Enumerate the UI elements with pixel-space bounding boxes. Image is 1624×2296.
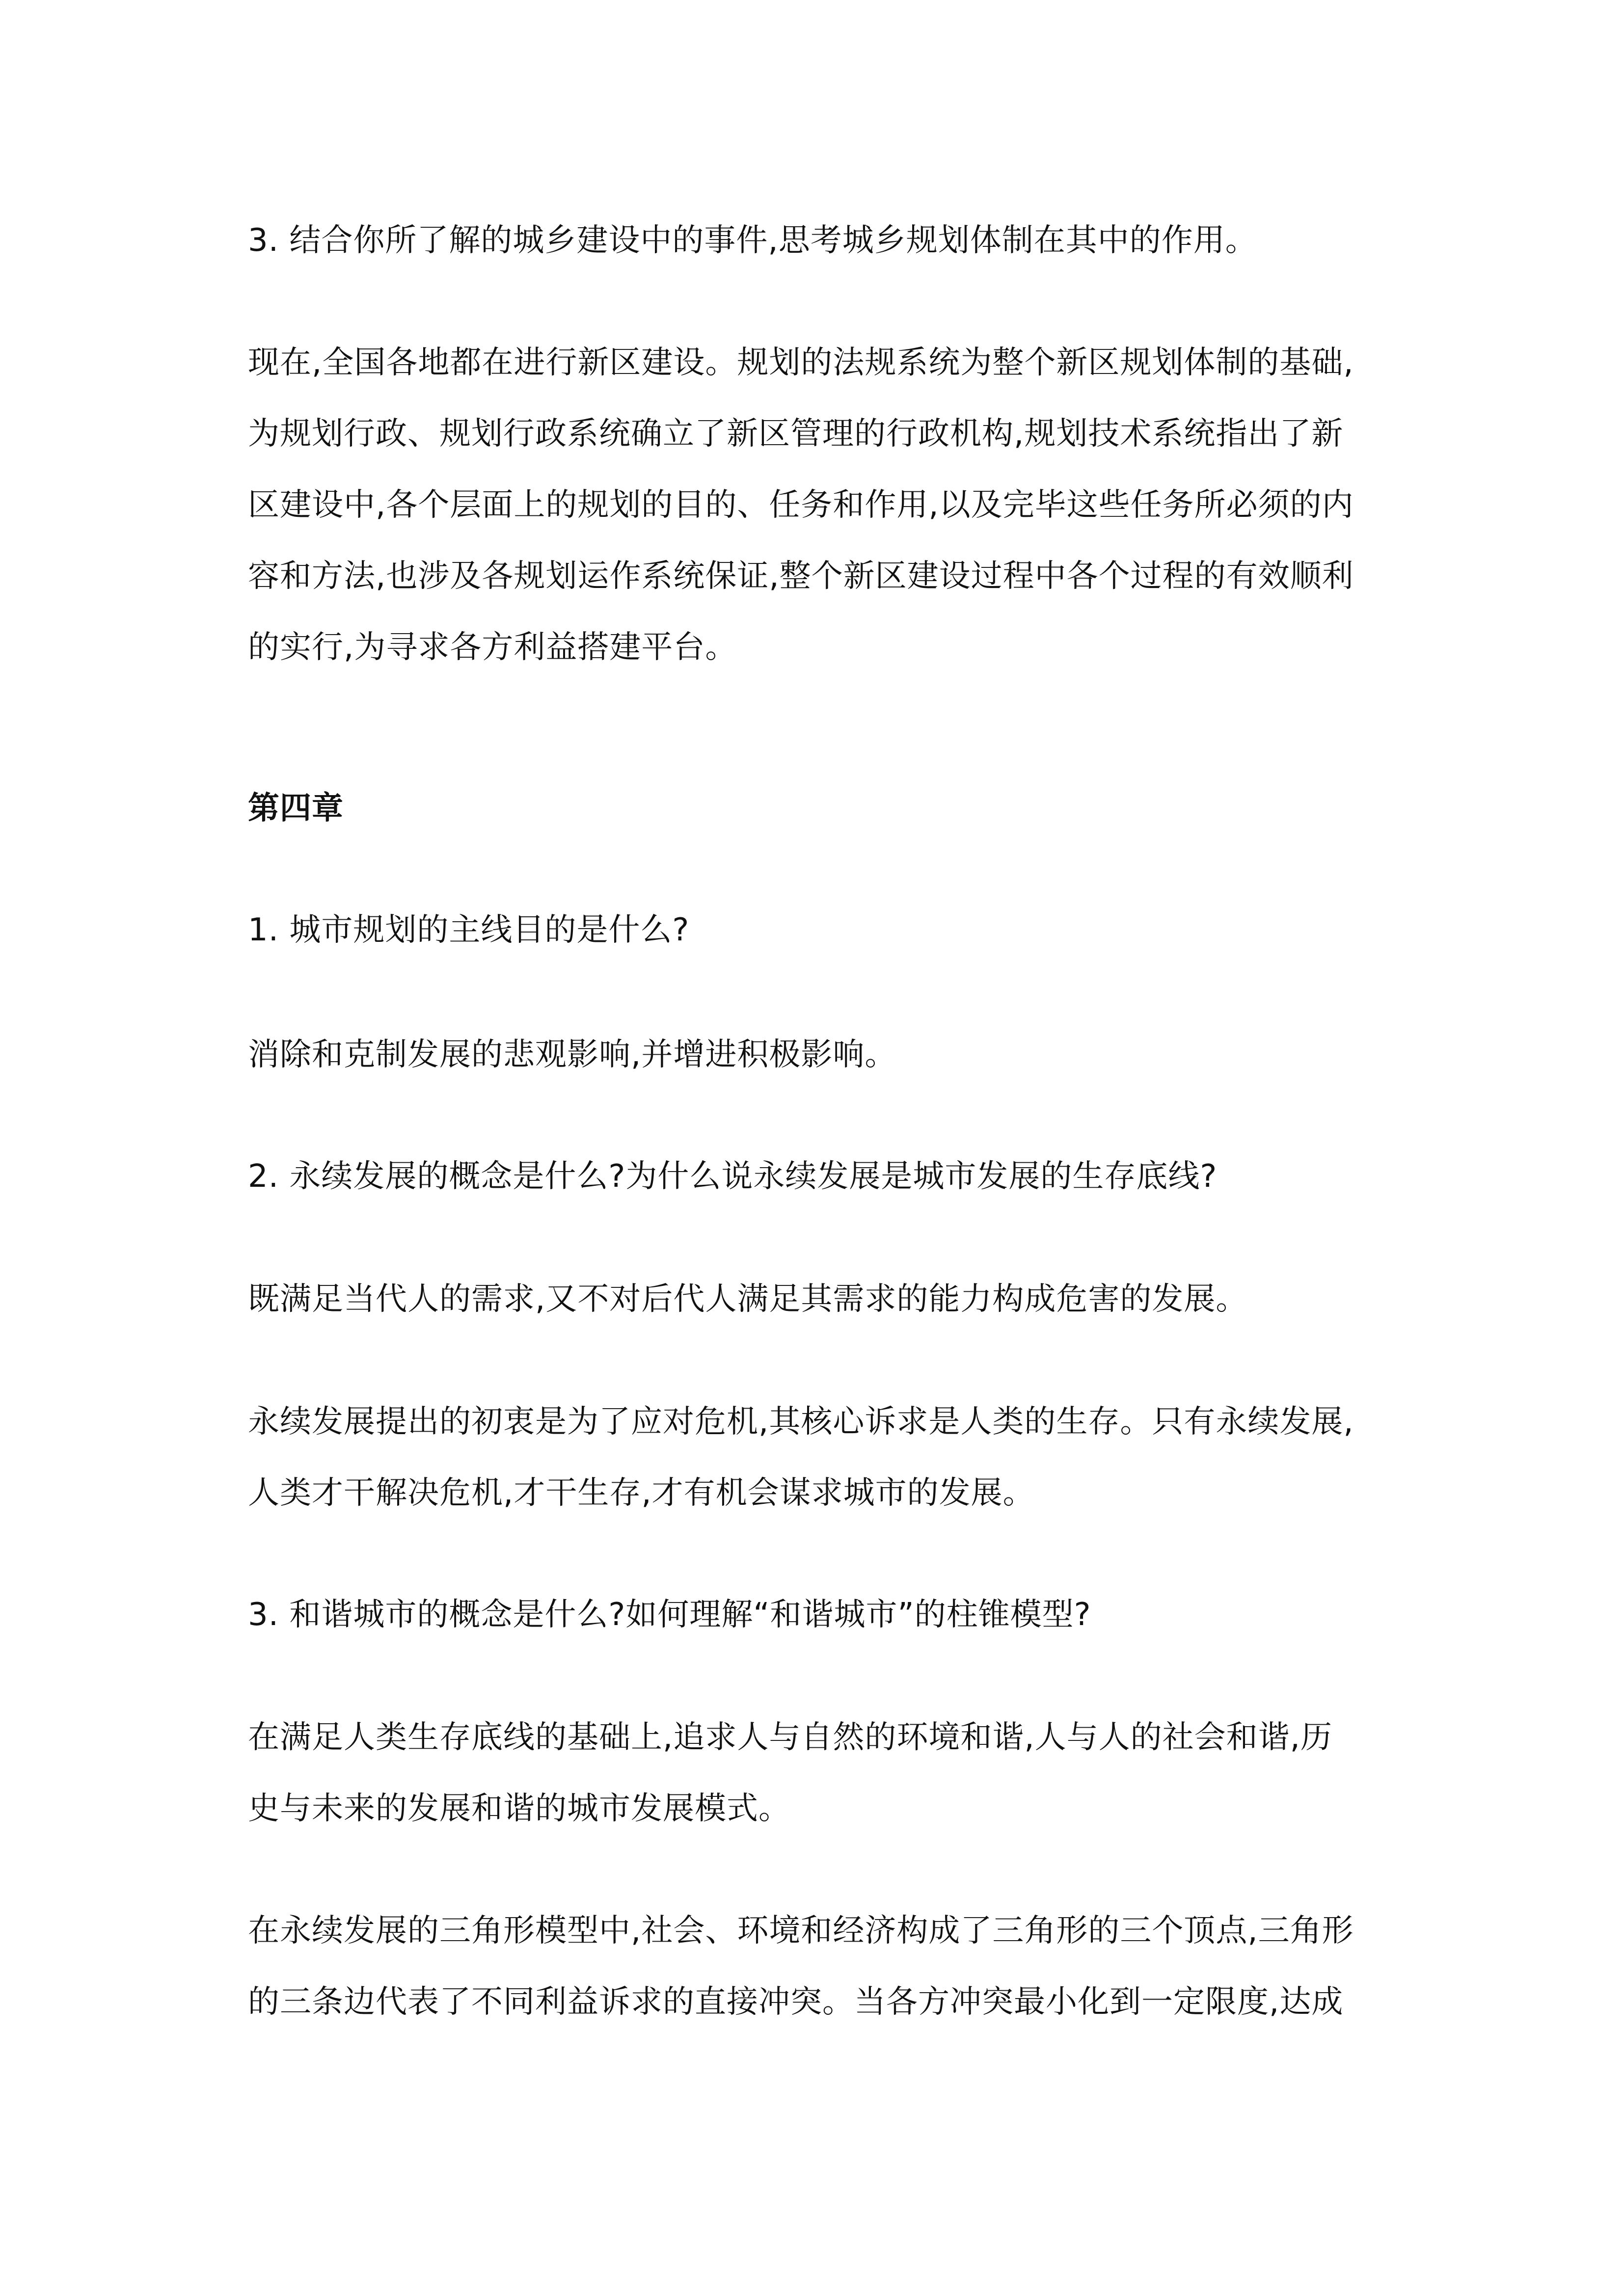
text-line: 永续发展提出的初衷是为了应对危机,其核心诉求是人类的生存。只有永续发展, — [248, 1404, 1354, 1440]
text-line: 消除和克制发展的悲观影响,并增进积极影响。 — [248, 1037, 897, 1073]
answer-3-model — [248, 1896, 1392, 2038]
text-line: 史与未来的发展和谐的城市发展模式。 — [248, 1790, 790, 1827]
question-3-chapter3 — [248, 205, 1392, 276]
text-line: 在永续发展的三角形模型中,社会、环境和经济构成了三角形的三个顶点,三角形 — [248, 1913, 1354, 1949]
text-line: 1. 城市规划的主线目的是什么? — [248, 912, 690, 948]
heading-text: 第四章 — [248, 790, 344, 827]
answer-2-definition — [248, 1264, 1392, 1335]
text-line: 3. 结合你所了解的城乡建设中的事件,思考城乡规划体制在其中的作用。 — [248, 222, 1257, 259]
question-3 — [248, 1579, 1392, 1651]
text-line: 3. 和谐城市的概念是什么?如何理解“和谐城市”的柱锥模型? — [248, 1597, 1091, 1633]
chapter-heading — [248, 773, 1392, 844]
answer-paragraph-new-district — [248, 327, 1392, 683]
text-line: 的实行,为寻求各方利益搭建平台。 — [248, 629, 737, 666]
answer-3-definition — [248, 1702, 1392, 1844]
text-line: 为规划行政、规划行政系统确立了新区管理的行政机构,规划技术系统指出了新 — [248, 416, 1344, 452]
text-line: 2. 永续发展的概念是什么?为什么说永续发展是城市发展的生存底线? — [248, 1158, 1218, 1195]
text-line: 现在,全国各地都在进行新区建设。规划的法规系统为整个新区规划体制的基础, — [248, 345, 1354, 381]
question-1 — [248, 895, 1392, 966]
text-line: 在满足人类生存底线的基础上,追求人与自然的环境和谐,人与人的社会和谐,历 — [248, 1719, 1333, 1756]
text-line: 既满足当代人的需求,又不对后代人满足其需求的能力构成危害的发展。 — [248, 1281, 1248, 1317]
text-line: 区建设中,各个层面上的规划的目的、任务和作用,以及完毕这些任务所必须的内 — [248, 487, 1354, 523]
text-line: 的三条边代表了不同利益诉求的直接冲突。当各方冲突最小化到一定限度,达成 — [248, 1984, 1344, 2020]
question-2 — [248, 1141, 1392, 1212]
text-line: 容和方法,也涉及各规划运作系统保证,整个新区建设过程中各个过程的有效顺利 — [248, 558, 1354, 594]
answer-1 — [248, 1019, 1392, 1091]
text-line: 人类才干解决危机,才干生存,才有机会谋求城市的发展。 — [248, 1475, 1035, 1511]
answer-2-explanation — [248, 1387, 1392, 1529]
